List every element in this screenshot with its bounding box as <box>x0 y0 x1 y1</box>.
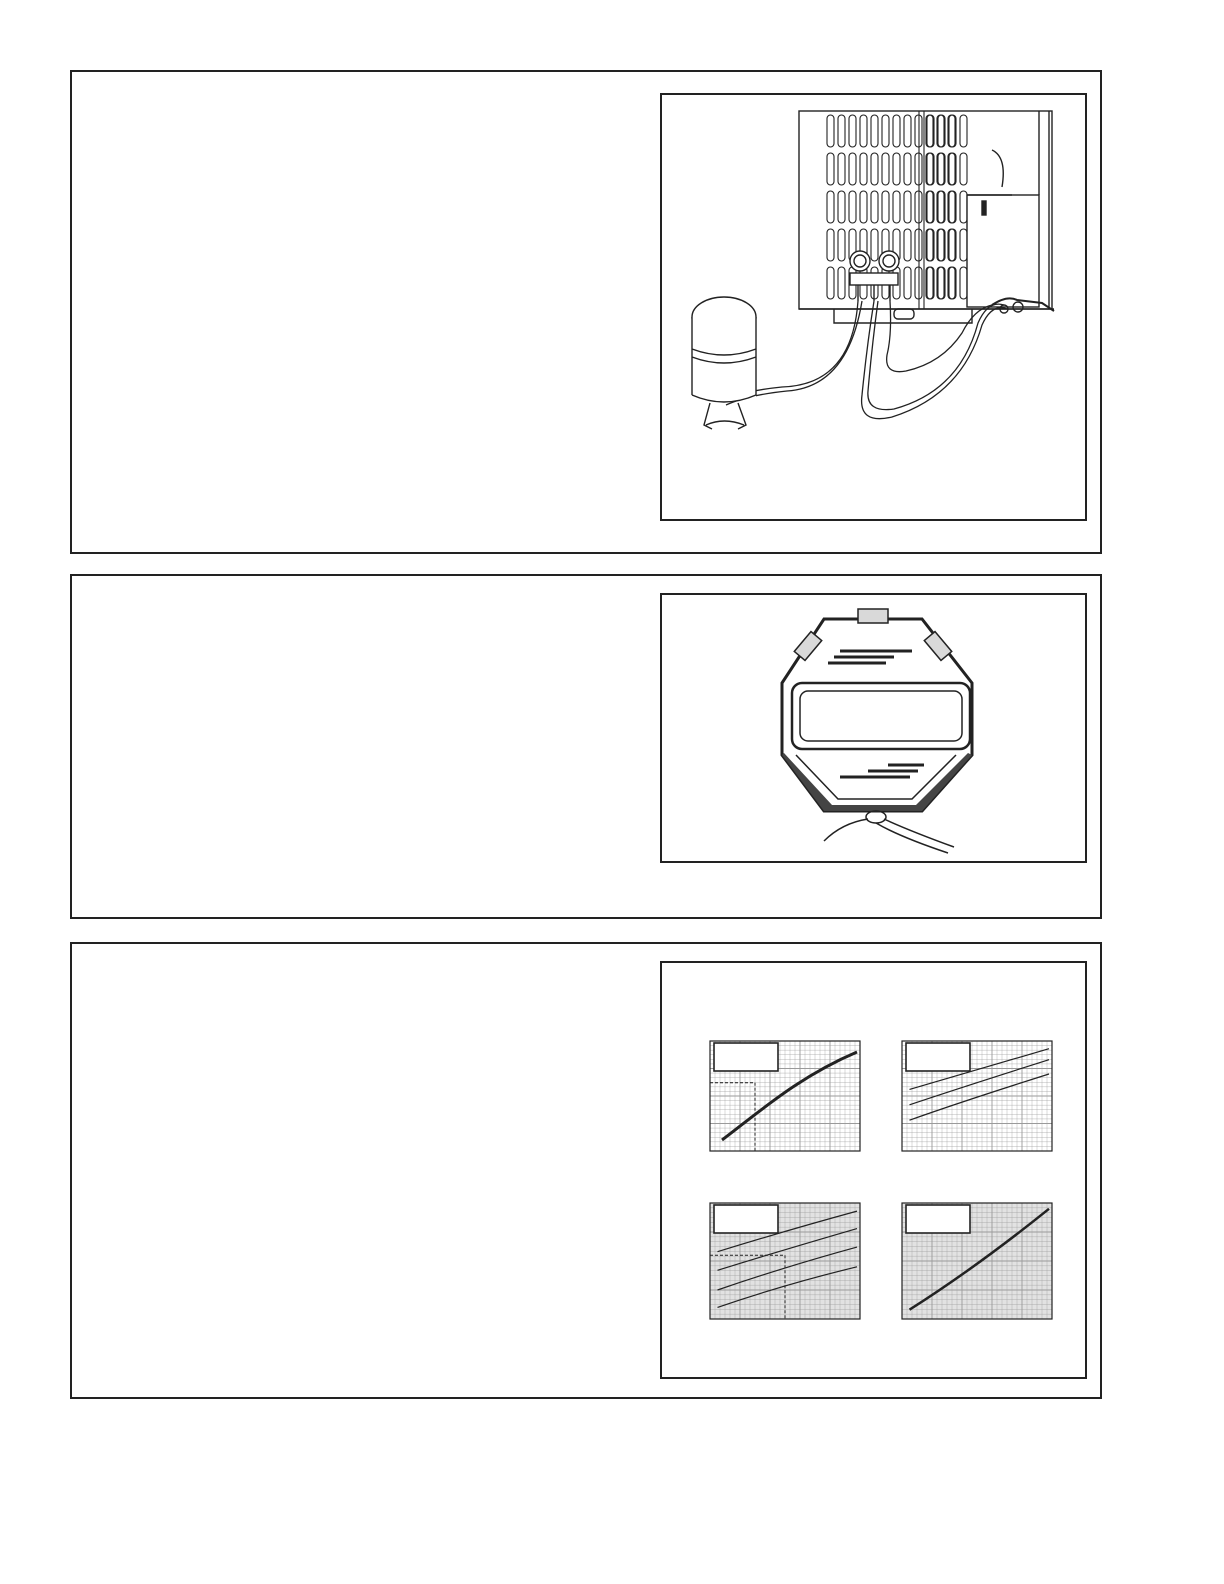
lanyard-loop <box>866 811 886 823</box>
lanyard-cord <box>824 819 954 853</box>
chart-panel-2 <box>902 1041 1052 1151</box>
section-charts <box>70 942 1102 1399</box>
section-text <box>88 88 648 536</box>
condenser-unit <box>799 111 1054 323</box>
figure-recovery-setup <box>660 93 1087 521</box>
chart-panel-3 <box>710 1203 860 1319</box>
stopwatch-illustration <box>662 595 1085 861</box>
chart-panel-1 <box>710 1041 860 1151</box>
figure-charts <box>660 961 1087 1379</box>
top-button <box>858 609 888 623</box>
section-timer <box>70 574 1102 919</box>
recovery-cylinder <box>692 297 756 429</box>
figure-stopwatch <box>660 593 1087 863</box>
chart-panel-4 <box>902 1203 1052 1319</box>
section-recovery-setup <box>70 70 1102 554</box>
chart-grid-illustration <box>662 963 1085 1377</box>
recovery-setup-illustration <box>662 95 1085 519</box>
section-text <box>88 960 648 1381</box>
hoses <box>722 301 1007 419</box>
section-text <box>88 592 648 901</box>
chart-curve <box>910 1074 1050 1120</box>
